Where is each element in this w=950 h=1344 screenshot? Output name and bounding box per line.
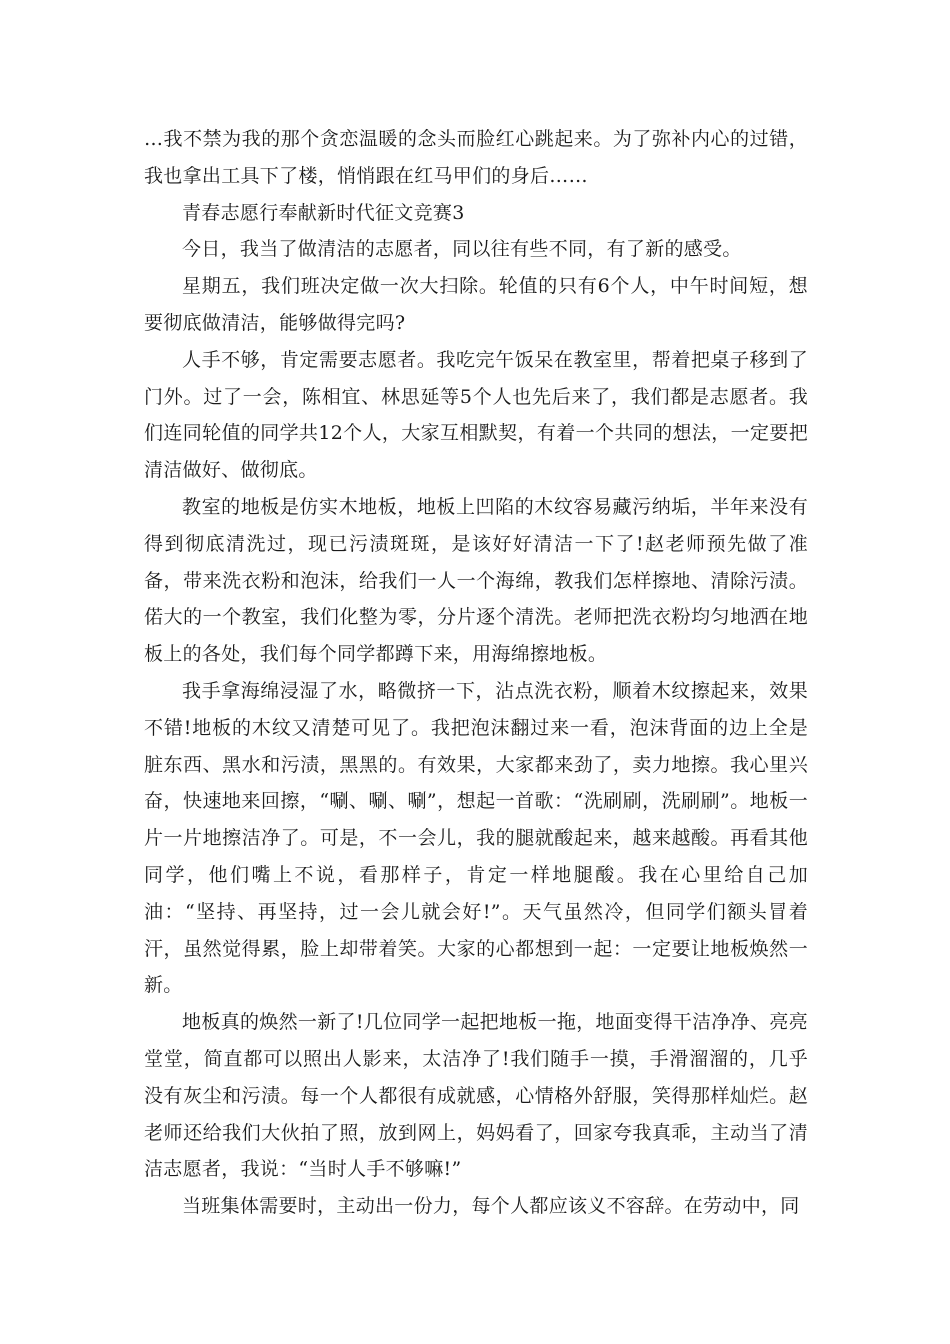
paragraph-8: 地板真的焕然一新了!几位同学一起把地板一拖，地面变得干洁净净、亮亮堂堂，简直都可以照出人影来，太洁净了!我们随手一摸，手滑溜溜的，几乎没有灰尘和污渍。每一个人都很有成就感，心情格外舒服，笑得那样灿烂。赵老师还给我们大伙拍了照，放到网上，妈妈看了，回家夸我真乖，主动当了清洁志愿者，我说：“当时人手不够嘛!” [144, 1011, 808, 1181]
paragraph-6: 教室的地板是仿实木地板，地板上凹陷的木纹容易藏污纳垢，半年来没有得到彻底清洗过，现已污渍斑斑，是该好好清洁一下了!赵老师预先做了准备，带来洗衣粉和泡沫，给我们一人一个海绵，教我们怎样擦地、清除污渍。偌大的一个教室，我们化整为零，分片逐个清洗。老师把洗衣粉均匀地洒在地板上的各处，我们每个同学都蹲下来，用海绵擦地板。 [144, 495, 808, 666]
essay-title: 青春志愿行奉献新时代征文竞赛3 [182, 201, 465, 224]
paragraph-1: …我不禁为我的那个贪恋温暖的念头而脸红心跳起来。为了弥补内心的过错，我也拿出工具下了楼，悄悄跟在红马甲们的身后…… [144, 128, 808, 187]
paragraph-4: 星期五，我们班决定做一次大扫除。轮值的只有6个人，中午时间短，想要彻底做清洁，能够做得完吗? [144, 275, 808, 334]
document-body [144, 121, 808, 1225]
paragraph-9: 当班集体需要时，主动出一份力，每个人都应该义不容辞。在劳动中，同 [182, 1195, 800, 1218]
paragraph-5: 人手不够，肯定需要志愿者。我吃完午饭呆在教室里，帮着把桌子移到了门外。过了一会，陈相宜、林思延等5个人也先后来了，我们都是志愿者。我们连同轮值的同学共12个人，大家互相默契，有着一个共同的想法，一定要把清洁做好、做彻底。 [144, 348, 808, 482]
paragraph-3: 今日，我当了做清洁的志愿者，同以往有些不同，有了新的感受。 [182, 238, 742, 261]
paragraph-7: 我手拿海绵浸湿了水，略微挤一下，沾点洗衣粉，顺着木纹擦起来，效果不错!地板的木纹又清楚可见了。我把泡沫翻过来一看，泡沫背面的边上全是脏东西、黑水和污渍，黑黑的。有效果，大家都来劲了，卖力地擦。我心里兴奋，快速地来回擦，“唰、唰、唰”，想起一首歌：“洗刷刷，洗刷刷”。地板一片一片地擦洁净了。可是，不一会儿，我的腿就酸起来，越来越酸。再看其他同学，他们嘴上不说，看那样子，肯定一样地腿酸。我在心里给自己加油：“坚持、再坚持，过一会儿就会好!”。天气虽然冷，但同学们额头冒着汗，虽然觉得累，脸上却带着笑。大家的心都想到一起：一定要让地板焕然一新。 [144, 679, 808, 997]
